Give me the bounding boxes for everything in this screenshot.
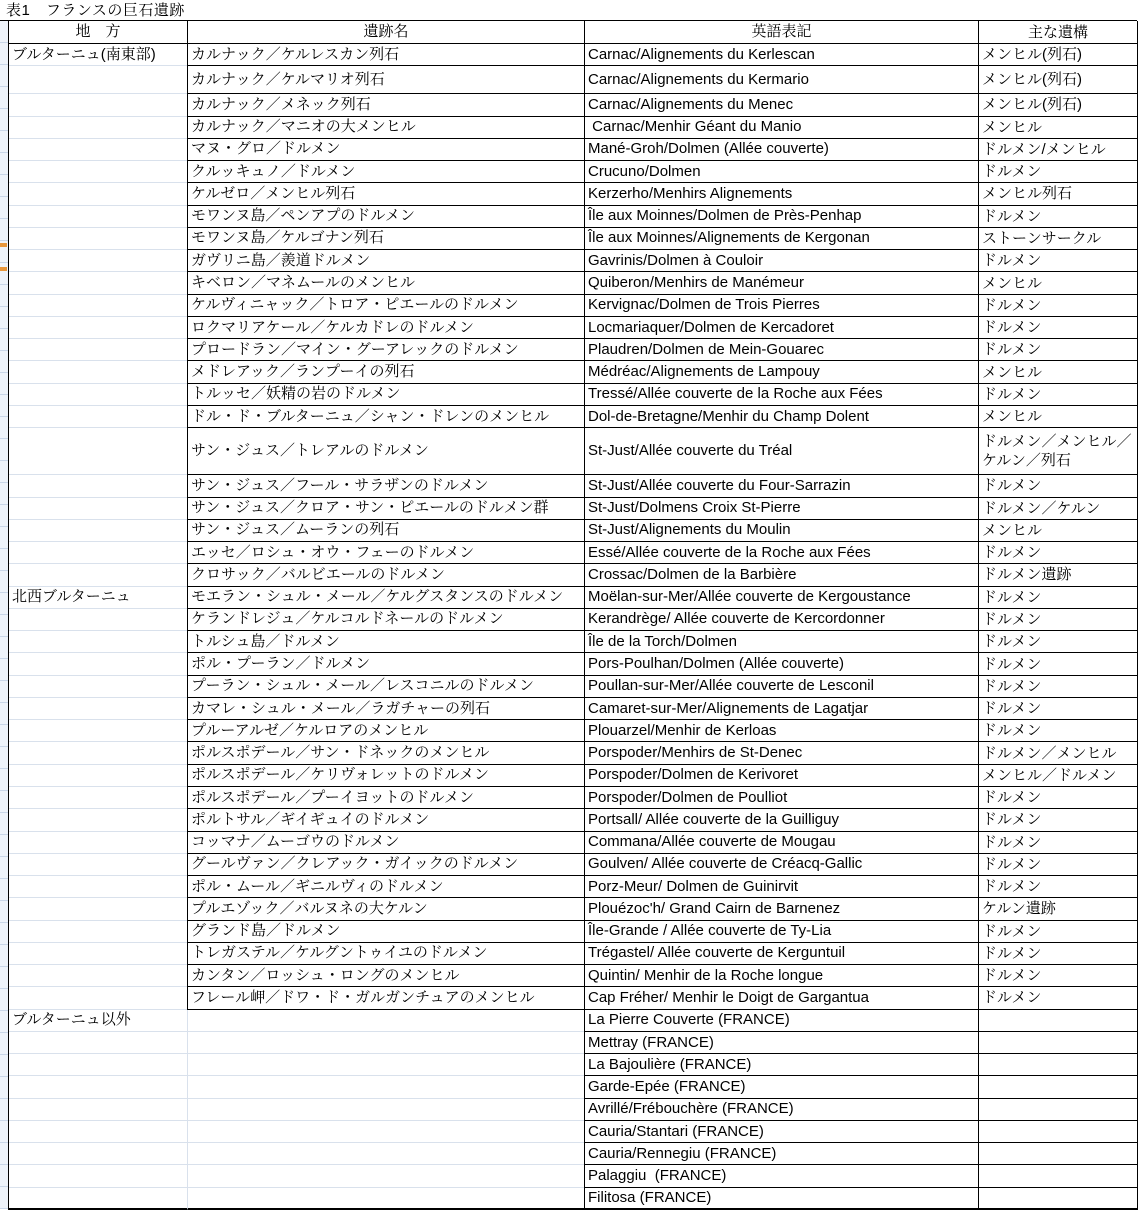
table-row: [9, 1099, 1138, 1121]
cell-remains[interactable]: ドルメン: [978, 339, 1138, 361]
table-row: [9, 832, 1138, 854]
cell-site-name[interactable]: サン・ジュス／クロア・サン・ピエールのドルメン群: [187, 498, 584, 520]
cell-site-name[interactable]: [187, 1076, 584, 1098]
cell-region[interactable]: [9, 66, 187, 94]
cell-region[interactable]: [9, 295, 187, 317]
table-row: [9, 676, 1138, 698]
table-row: [9, 987, 1138, 1009]
cell-remains[interactable]: メンヒル: [978, 117, 1138, 139]
cell-remains[interactable]: ドルメン: [978, 787, 1138, 809]
cell-english[interactable]: Locmariaquer/Dolmen de Kercadoret: [584, 317, 978, 339]
cell-site-name[interactable]: カマレ・シュル・メール／ラガチャーの列石: [187, 698, 584, 720]
cell-english[interactable]: Filitosa (FRANCE): [584, 1188, 978, 1210]
cell-site-name[interactable]: [187, 1054, 584, 1076]
table-row: [9, 475, 1138, 497]
cell-english[interactable]: Plouézoc'h/ Grand Cairn de Barnenez: [584, 898, 978, 920]
cell-remains[interactable]: ドルメン: [978, 384, 1138, 406]
cell-remains[interactable]: メンヒル: [978, 361, 1138, 383]
cell-region[interactable]: [9, 653, 187, 675]
cell-region[interactable]: [9, 361, 187, 383]
cell-remains[interactable]: ドルメン: [978, 965, 1138, 987]
cell-region[interactable]: [9, 250, 187, 272]
cell-english[interactable]: Cauria/Stantari (FRANCE): [584, 1121, 978, 1143]
table-title[interactable]: 表1 フランスの巨石遺跡: [6, 2, 185, 19]
margin-marker: [0, 267, 7, 271]
cell-site-name[interactable]: ロクマリアケール／ケルカドレのドルメン: [187, 317, 584, 339]
cell-remains[interactable]: ドルメン: [978, 876, 1138, 898]
cell-site-name[interactable]: トルッセ／妖精の岩のドルメン: [187, 384, 584, 406]
cell-remains[interactable]: [978, 1076, 1138, 1098]
cell-english[interactable]: Essé/Allée couverte de la Roche aux Fées: [584, 542, 978, 564]
table-row: [9, 498, 1138, 520]
cell-english[interactable]: Plouarzel/Menhir de Kerloas: [584, 720, 978, 742]
cell-region[interactable]: 北西ブルターニュ: [9, 587, 187, 609]
cell-region[interactable]: [9, 720, 187, 742]
cell-remains[interactable]: ドルメン: [978, 854, 1138, 876]
cell-english[interactable]: Commana/Allée couverte de Mougau: [584, 832, 978, 854]
cell-site-name[interactable]: メドレアック／ランプーイの列石: [187, 361, 584, 383]
cell-remains[interactable]: ドルメン: [978, 475, 1138, 497]
cell-region[interactable]: [9, 609, 187, 631]
cell-site-name[interactable]: カルナック／マニオの大メンヒル: [187, 117, 584, 139]
table-row: [9, 1165, 1138, 1187]
cell-english[interactable]: Camaret-sur-Mer/Alignements de Lagatjar: [584, 698, 978, 720]
cell-region[interactable]: [9, 94, 187, 116]
cell-english[interactable]: Porspoder/Dolmen de Poulliot: [584, 787, 978, 809]
cell-remains[interactable]: ドルメン／メンヒル／ケルン／列石: [978, 428, 1138, 475]
sheet-margin-strip: [0, 21, 8, 1209]
cell-remains[interactable]: ドルメン: [978, 295, 1138, 317]
cell-site-name[interactable]: コッマナ／ムーゴウのドルメン: [187, 832, 584, 854]
table-row: [9, 965, 1138, 987]
margin-marker: [0, 243, 7, 247]
cell-english[interactable]: Poullan-sur-Mer/Allée couverte de Lesconil: [584, 676, 978, 698]
cell-english[interactable]: Plaudren/Dolmen de Mein-Gouarec: [584, 339, 978, 361]
table-row: [9, 809, 1138, 831]
cell-site-name[interactable]: ポル・ムール／ギニルヴィのドルメン: [187, 876, 584, 898]
table-row: [9, 66, 1138, 94]
cell-site-name[interactable]: [187, 1165, 584, 1187]
cell-remains[interactable]: ドルメン: [978, 720, 1138, 742]
table-row: [9, 295, 1138, 317]
table-row: [9, 787, 1138, 809]
cell-site-name[interactable]: ガヴリニ島／羨道ドルメン: [187, 250, 584, 272]
table-row: [9, 428, 1138, 475]
cell-region[interactable]: [9, 228, 187, 250]
cell-site-name[interactable]: プルエゾック／バルヌネの大ケルン: [187, 898, 584, 920]
cell-region[interactable]: [9, 832, 187, 854]
cell-site-name[interactable]: プーラン・シュル・メール／レスコニルのドルメン: [187, 676, 584, 698]
cell-region[interactable]: [9, 676, 187, 698]
cell-region[interactable]: [9, 317, 187, 339]
cell-region[interactable]: ブルターニュ(南東部): [9, 44, 187, 66]
cell-remains[interactable]: [978, 1188, 1138, 1210]
table-row: [9, 921, 1138, 943]
cell-site-name[interactable]: [187, 1188, 584, 1210]
cell-remains[interactable]: ドルメン: [978, 921, 1138, 943]
table-row: [9, 139, 1138, 161]
cell-site-name[interactable]: ケルゼロ／メンヒル列石: [187, 183, 584, 205]
cell-english[interactable]: Île-Grande / Allée couverte de Ty-Lia: [584, 921, 978, 943]
cell-site-name[interactable]: モワンヌ島／ケルゴナン列石: [187, 228, 584, 250]
cell-region[interactable]: [9, 564, 187, 586]
cell-site-name[interactable]: サン・ジュス／ムーランの列石: [187, 520, 584, 542]
cell-region[interactable]: [9, 631, 187, 653]
cell-site-name[interactable]: プルーアルゼ／ケルロアのメンヒル: [187, 720, 584, 742]
table-row: [9, 1076, 1138, 1098]
header-remains[interactable]: 主な遺構: [978, 21, 1138, 44]
cell-site-name[interactable]: ケランドレジュ／ケルコルドネールのドルメン: [187, 609, 584, 631]
cell-site-name[interactable]: グランド島／ドルメン: [187, 921, 584, 943]
cell-english[interactable]: Île aux Moinnes/Alignements de Kergonan: [584, 228, 978, 250]
cell-english[interactable]: Porz-Meur/ Dolmen de Guinirvit: [584, 876, 978, 898]
cell-site-name[interactable]: ポル・プーラン／ドルメン: [187, 653, 584, 675]
cell-remains[interactable]: メンヒル: [978, 406, 1138, 428]
cell-region[interactable]: [9, 339, 187, 361]
cell-remains[interactable]: ドルメン: [978, 587, 1138, 609]
cell-english[interactable]: Crucuno/Dolmen: [584, 161, 978, 183]
table-row: [9, 587, 1138, 609]
cell-site-name[interactable]: カルナック／メネック列石: [187, 94, 584, 116]
cell-region[interactable]: [9, 809, 187, 831]
cell-english[interactable]: Gavrinis/Dolmen à Couloir: [584, 250, 978, 272]
cell-region[interactable]: [9, 854, 187, 876]
cell-remains[interactable]: ドルメン／メンヒル: [978, 742, 1138, 764]
cell-region[interactable]: [9, 498, 187, 520]
cell-remains[interactable]: メンヒル(列石): [978, 66, 1138, 94]
table-row: [9, 1054, 1138, 1076]
cell-site-name[interactable]: グールヴァン／クレアック・ガイックのドルメン: [187, 854, 584, 876]
cell-english[interactable]: Dol-de-Bretagne/Menhir du Champ Dolent: [584, 406, 978, 428]
cell-english[interactable]: Pors-Poulhan/Dolmen (Allée couverte): [584, 653, 978, 675]
table-row: [9, 943, 1138, 965]
cell-remains[interactable]: ドルメン遺跡: [978, 564, 1138, 586]
cell-remains[interactable]: ドルメン: [978, 631, 1138, 653]
cell-remains[interactable]: ドルメン: [978, 698, 1138, 720]
cell-site-name[interactable]: マヌ・グロ／ドルメン: [187, 139, 584, 161]
header-site-name[interactable]: 遺跡名: [187, 21, 584, 44]
cell-remains[interactable]: ドルメン: [978, 987, 1138, 1009]
cell-region[interactable]: [9, 520, 187, 542]
cell-remains[interactable]: ドルメン: [978, 832, 1138, 854]
cell-remains[interactable]: [978, 1054, 1138, 1076]
table-row: [9, 898, 1138, 920]
cell-english[interactable]: Île de la Torch/Dolmen: [584, 631, 978, 653]
cell-english[interactable]: St-Just/Allée couverte du Four-Sarrazin: [584, 475, 978, 497]
table-row: [9, 876, 1138, 898]
cell-site-name[interactable]: クルッキュノ／ドルメン: [187, 161, 584, 183]
cell-english[interactable]: Crossac/Dolmen de la Barbière: [584, 564, 978, 586]
cell-site-name[interactable]: [187, 1099, 584, 1121]
cell-region[interactable]: [9, 742, 187, 764]
cell-remains[interactable]: [978, 1099, 1138, 1121]
cell-remains[interactable]: ドルメン: [978, 542, 1138, 564]
header-row: [9, 21, 1138, 44]
cell-english[interactable]: La Pierre Couverte (FRANCE): [584, 1010, 978, 1032]
cell-english[interactable]: Carnac/Menhir Géant du Manio: [584, 117, 978, 139]
cell-remains[interactable]: メンヒル(列石): [978, 94, 1138, 116]
cell-remains[interactable]: ドルメン: [978, 250, 1138, 272]
cell-region[interactable]: [9, 406, 187, 428]
cell-site-name[interactable]: ドル・ド・ブルターニュ／シャン・ドレンのメンヒル: [187, 406, 584, 428]
cell-remains[interactable]: ケルン遺跡: [978, 898, 1138, 920]
cell-english[interactable]: Tressé/Allée couverte de la Roche aux Fées: [584, 384, 978, 406]
cell-english[interactable]: St-Just/Dolmens Croix St-Pierre: [584, 498, 978, 520]
cell-site-name[interactable]: [187, 1010, 584, 1032]
cell-region[interactable]: [9, 1121, 187, 1143]
table-row: [9, 653, 1138, 675]
cell-region[interactable]: [9, 987, 187, 1009]
table-row: [9, 742, 1138, 764]
cell-site-name[interactable]: サン・ジュス／トレアルのドルメン: [187, 428, 584, 475]
cell-region[interactable]: [9, 428, 187, 475]
cell-site-name[interactable]: ポルスポデール／プーイヨットのドルメン: [187, 787, 584, 809]
cell-site-name[interactable]: モエラン・シュル・メール／ケルグスタンスのドルメン: [187, 587, 584, 609]
cell-english[interactable]: La Bajoulière (FRANCE): [584, 1054, 978, 1076]
megalith-table: [8, 21, 1138, 1210]
table-row: [9, 1188, 1138, 1210]
table-row: [9, 228, 1138, 250]
cell-remains[interactable]: メンヒル列石: [978, 183, 1138, 205]
cell-english[interactable]: Goulven/ Allée couverte de Créacq-Gallic: [584, 854, 978, 876]
cell-english[interactable]: St-Just/Allée couverte du Tréal: [584, 428, 978, 475]
cell-region[interactable]: [9, 183, 187, 205]
table-row: [9, 1143, 1138, 1165]
cell-region[interactable]: [9, 475, 187, 497]
cell-site-name[interactable]: プロードラン／マイン・グーアレックのドルメン: [187, 339, 584, 361]
cell-english[interactable]: Mané-Groh/Dolmen (Allée couverte): [584, 139, 978, 161]
cell-remains[interactable]: ドルメン: [978, 653, 1138, 675]
cell-region[interactable]: [9, 1099, 187, 1121]
cell-region[interactable]: [9, 1076, 187, 1098]
cell-english[interactable]: Kervignac/Dolmen de Trois Pierres: [584, 295, 978, 317]
cell-english[interactable]: Médréac/Alignements de Lampouy: [584, 361, 978, 383]
table-row: [9, 720, 1138, 742]
cell-english[interactable]: Trégastel/ Allée couverte de Kerguntuil: [584, 943, 978, 965]
cell-remains[interactable]: [978, 1143, 1138, 1165]
cell-region[interactable]: [9, 876, 187, 898]
cell-region[interactable]: [9, 139, 187, 161]
cell-region[interactable]: [9, 272, 187, 294]
table-row: [9, 1032, 1138, 1054]
cell-english[interactable]: Portsall/ Allée couverte de la Guilliguy: [584, 809, 978, 831]
cell-english[interactable]: Avrillé/Frébouchère (FRANCE): [584, 1099, 978, 1121]
cell-region[interactable]: [9, 384, 187, 406]
cell-remains[interactable]: ストーンサークル: [978, 228, 1138, 250]
cell-region[interactable]: [9, 698, 187, 720]
cell-english[interactable]: Quintin/ Menhir de la Roche longue: [584, 965, 978, 987]
cell-remains[interactable]: ドルメン: [978, 206, 1138, 228]
cell-region[interactable]: [9, 117, 187, 139]
cell-english[interactable]: Cauria/Rennegiu (FRANCE): [584, 1143, 978, 1165]
header-region[interactable]: 地 方: [9, 21, 187, 44]
cell-remains[interactable]: メンヒル: [978, 520, 1138, 542]
cell-english[interactable]: Kerzerho/Menhirs Alignements: [584, 183, 978, 205]
cell-remains[interactable]: ドルメン: [978, 609, 1138, 631]
cell-remains[interactable]: [978, 1010, 1138, 1032]
cell-remains[interactable]: ドルメン: [978, 809, 1138, 831]
cell-english[interactable]: Carnac/Alignements du Kerlescan: [584, 44, 978, 66]
table-row: [9, 183, 1138, 205]
cell-remains[interactable]: ドルメン: [978, 676, 1138, 698]
table-row: [9, 250, 1138, 272]
cell-site-name[interactable]: [187, 1032, 584, 1054]
cell-english[interactable]: Mettray (FRANCE): [584, 1032, 978, 1054]
cell-site-name[interactable]: トレガステル／ケルグントゥイユのドルメン: [187, 943, 584, 965]
cell-site-name[interactable]: [187, 1121, 584, 1143]
cell-site-name[interactable]: フレール岬／ドワ・ド・ガルガンチュアのメンヒル: [187, 987, 584, 1009]
cell-remains[interactable]: メンヒル: [978, 272, 1138, 294]
table-row: [9, 406, 1138, 428]
cell-remains[interactable]: [978, 1121, 1138, 1143]
cell-site-name[interactable]: カンタン／ロッシュ・ロングのメンヒル: [187, 965, 584, 987]
cell-site-name[interactable]: キベロン／マネムールのメンヒル: [187, 272, 584, 294]
table-row: [9, 94, 1138, 116]
table-row: [9, 384, 1138, 406]
cell-region[interactable]: [9, 921, 187, 943]
cell-site-name[interactable]: サン・ジュス／フール・サラザンのドルメン: [187, 475, 584, 497]
table-row: [9, 765, 1138, 787]
cell-english[interactable]: Carnac/Alignements du Kermario: [584, 66, 978, 94]
table-row: [9, 1010, 1138, 1032]
cell-region[interactable]: [9, 1054, 187, 1076]
cell-site-name[interactable]: カルナック／ケルレスカン列石: [187, 44, 584, 66]
cell-remains[interactable]: メンヒル(列石): [978, 44, 1138, 66]
cell-english[interactable]: Palaggiu (FRANCE): [584, 1165, 978, 1187]
cell-english[interactable]: Moëlan-sur-Mer/Allée couverte de Kergoustance: [584, 587, 978, 609]
cell-site-name[interactable]: トルシュ島／ドルメン: [187, 631, 584, 653]
table-row: [9, 339, 1138, 361]
cell-region[interactable]: [9, 1143, 187, 1165]
cell-site-name[interactable]: ポルスポデール／サン・ドネックのメンヒル: [187, 742, 584, 764]
cell-site-name[interactable]: ケルヴィニャック／トロア・ピエールのドルメン: [187, 295, 584, 317]
cell-english[interactable]: Garde-Epée (FRANCE): [584, 1076, 978, 1098]
table-row: [9, 44, 1138, 66]
cell-english[interactable]: St-Just/Alignements du Moulin: [584, 520, 978, 542]
cell-region[interactable]: [9, 1032, 187, 1054]
cell-site-name[interactable]: ポルトサル／ギイギュイのドルメン: [187, 809, 584, 831]
cell-remains[interactable]: ドルメン: [978, 317, 1138, 339]
cell-english[interactable]: Porspoder/Menhirs de St-Denec: [584, 742, 978, 764]
cell-english[interactable]: Kerandrège/ Allée couverte de Kercordonner: [584, 609, 978, 631]
cell-region[interactable]: [9, 943, 187, 965]
cell-region[interactable]: [9, 898, 187, 920]
table-row: [9, 317, 1138, 339]
table-row: [9, 542, 1138, 564]
cell-english[interactable]: Carnac/Alignements du Menec: [584, 94, 978, 116]
cell-english[interactable]: Quiberon/Menhirs de Manémeur: [584, 272, 978, 294]
cell-remains[interactable]: ドルメン／ケルン: [978, 498, 1138, 520]
cell-site-name[interactable]: ポルスポデール／ケリヴォレットのドルメン: [187, 765, 584, 787]
cell-region[interactable]: [9, 206, 187, 228]
cell-site-name[interactable]: エッセ／ロシュ・オウ・フェーのドルメン: [187, 542, 584, 564]
cell-english[interactable]: Cap Fréher/ Menhir le Doigt de Gargantua: [584, 987, 978, 1009]
cell-region[interactable]: [9, 1188, 187, 1210]
table-row: [9, 854, 1138, 876]
cell-english[interactable]: Île aux Moinnes/Dolmen de Près-Penhap: [584, 206, 978, 228]
table-row: [9, 609, 1138, 631]
table-row: [9, 564, 1138, 586]
cell-remains[interactable]: [978, 1165, 1138, 1187]
table-row: [9, 161, 1138, 183]
cell-remains[interactable]: メンヒル／ドルメン: [978, 765, 1138, 787]
cell-remains[interactable]: [978, 1032, 1138, 1054]
header-english[interactable]: 英語表記: [584, 21, 978, 44]
cell-region[interactable]: [9, 542, 187, 564]
cell-english[interactable]: Porspoder/Dolmen de Kerivoret: [584, 765, 978, 787]
cell-site-name[interactable]: モワンヌ島／ペンアプのドルメン: [187, 206, 584, 228]
cell-region[interactable]: [9, 765, 187, 787]
cell-remains[interactable]: ドルメン: [978, 943, 1138, 965]
cell-remains[interactable]: ドルメン/メンヒル: [978, 139, 1138, 161]
cell-site-name[interactable]: クロサック／バルビエールのドルメン: [187, 564, 584, 586]
table-row: [9, 520, 1138, 542]
cell-region[interactable]: [9, 161, 187, 183]
table-row: [9, 361, 1138, 383]
table-row: [9, 206, 1138, 228]
table-row: [9, 698, 1138, 720]
table-row: [9, 1121, 1138, 1143]
cell-region[interactable]: [9, 787, 187, 809]
cell-region[interactable]: [9, 1165, 187, 1187]
table-row: [9, 272, 1138, 294]
cell-site-name[interactable]: カルナック／ケルマリオ列石: [187, 66, 584, 94]
cell-region[interactable]: ブルターニュ以外: [9, 1010, 187, 1032]
cell-region[interactable]: [9, 965, 187, 987]
table-row: [9, 117, 1138, 139]
cell-site-name[interactable]: [187, 1143, 584, 1165]
cell-remains[interactable]: ドルメン: [978, 161, 1138, 183]
table-row: [9, 631, 1138, 653]
